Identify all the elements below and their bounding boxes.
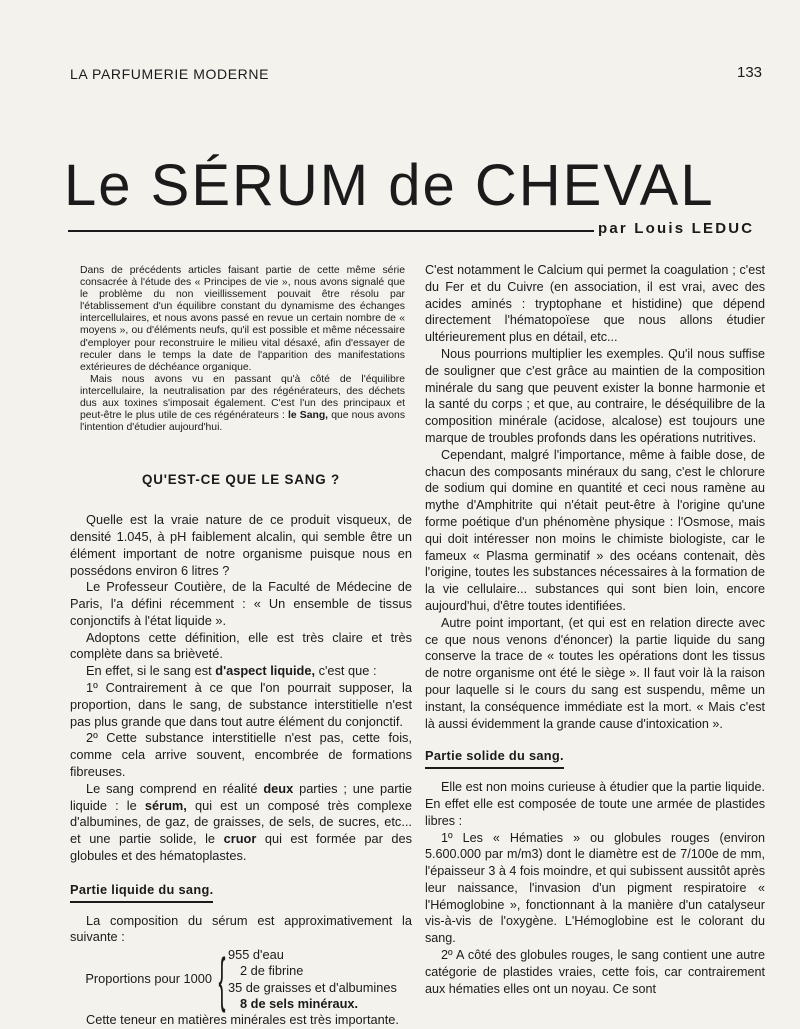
text-span: Mais nous avons vu en passant qu'à côté de l'équilibre intercellulaire, la neutralisation par des régénérateurs, des déchets dus aux toxines s'imposait également. C'est l'un des principaux et peut-être le plus utile de ces régénérateurs :: [80, 373, 405, 422]
brace-glyph: {: [218, 945, 226, 1013]
text-span: c'est que :: [318, 663, 377, 679]
body-paragraph: 1º Contrairement à ce que l'on pourrait supposer, la proportion, dans le sang, de substance interstitielle n'est pas plus grande que dans tout autre élément du conjonctif.: [70, 680, 412, 729]
body-paragraph: [70, 781, 412, 865]
intro-paragraph: Dans de précédents articles faisant partie de cette même série consacrée à l'étude des « Principes de vie », nous avons signalé que le problème du non vieillissement pouvait être résolu par l'établissement d'un équilibre constant du dynamisme des échanges intercellulaires, et nous avons passé en revue un certain nombre de « moyens », ou d'éléments neufs, qu'il est possible et même nécessaire d'employer pour reconstruire le milieu vital désaxé, afin d'essayer de reculer dans le temps la date de l'apparition des manifestations extérieures de déchéance organique.: [80, 265, 405, 373]
emphasis: le Sang,: [288, 410, 329, 422]
emphasis: deux: [263, 780, 294, 796]
text-span: qui est un composé très complexe d'albumines, de gaz, de graisses, de sels, de sucres, etc... et une partie solide, le: [70, 797, 412, 847]
proportions-label: Proportions pour 1000: [85, 971, 212, 987]
emphasis: cruor: [223, 831, 257, 847]
text-span: qui est formée par des globules et des hématoplastes.: [70, 831, 413, 864]
body-paragraph: [70, 663, 412, 680]
intro-paragraph: [80, 374, 405, 434]
byline-rule: [68, 230, 594, 232]
body-paragraph: Adoptons cette définition, elle est très claire et très complète dans sa brièveté.: [70, 629, 412, 662]
intro-block: [70, 262, 405, 434]
body-paragraph: Elle est non moins curieuse à étudier que la partie liquide. En effet elle est composée de toute une armée de plastides libres :: [425, 780, 765, 828]
body-paragraph: Le Professeur Coutière, de la Faculté de Médecine de Paris, l'a défini récemment : « Un ensemble de tissus conjonctifs à l'état liquide ».: [70, 579, 412, 628]
proportions-table: [70, 947, 412, 1012]
emphasis: sérum,: [144, 797, 187, 813]
text-span: Le sang comprend en réalité: [86, 780, 258, 796]
byline: par Louis LEDUC: [598, 220, 755, 237]
text-span: que nous avons l'intention d'étudier aujourd'hui.: [80, 410, 406, 434]
subsection-heading-wrap: [70, 882, 412, 913]
body-paragraph: 2º Cette substance interstitielle n'est pas, cette fois, comme cela arrive souvent, encombrée de formations fibreuses.: [70, 730, 412, 780]
page-number: 133: [737, 64, 763, 81]
body-paragraph: Cette teneur en matières minérales est très importante.: [86, 1012, 399, 1028]
proportion-row: 955 d'eau: [228, 947, 284, 963]
text-span: En effet, si le sang est: [86, 663, 212, 679]
body-paragraph: Autre point important, (et qui est en relation directe avec ce que nous venons d'énoncer) la partie liquide du sang conserve la trace de « toutes les opérations dont les tissus de notre organisme ont été le siège ». Il faut voir là la raison pour laquelle si le cours du sang est suspendu, même un instant, la conséquence immédiate est la mort. « Mais c'est là aussi évidemment la grande cause d'intoxication ».: [425, 615, 765, 731]
body-paragraph: Nous pourrions multiplier les exemples. Qu'il nous suffise de souligner que c'est grâce au maintien de la composition minérale du sang que peuvent exister la bonne harmonie et la santé du corps ; et que, au contraire, le déséquilibre de la composition minérale (acidose, alcalose) est toujours une marque de troubles profonds dans les opérations nutritives.: [425, 346, 765, 445]
body-paragraph: 2º A côté des globules rouges, le sang contient une autre catégorie de plastides vraies, cette fois, car contrairement aux hématies elles ont un noyau. Ce sont: [425, 948, 765, 996]
body-paragraph: Quelle est la vraie nature de ce produit visqueux, de densité 1.045, à pH faiblement alcalin, qui semble être un élément important de notre organisme puisque nous en possédons environ 6 litres ?: [70, 512, 412, 578]
subsection-heading-wrap: [425, 748, 765, 779]
section-heading: QU'EST-CE QUE LE SANG ?: [142, 472, 340, 488]
body-paragraph: La composition du sérum est approximativement la suivante :: [70, 912, 412, 945]
left-column: [70, 262, 412, 1029]
body-paragraph: Cependant, malgré l'importance, même à faible dose, de chacun des composants minéraux du sang, c'est le chlorure de sodium qui domine en quantité et ceci nous ramène au mythe d'Amphitrite qui n'était peut-être à l'origine qu'une forme poétique d'un phénomène physique : l'Osmose, mais qui doit intéresser non moins le chimiste biologiste, car le fameux « Plasma germinatif » des océans contenait, dès l'origine, toutes les substances nécessaires à la formation de la vie cellulaire... substances qui sont bien loin, encore aujourd'hui, d'être toutes identifiées.: [425, 447, 765, 613]
right-column: [425, 262, 765, 997]
article-title: Le SÉRUM de CHEVAL: [64, 153, 715, 218]
subsection-heading: Partie solide du sang.: [425, 748, 564, 769]
body-paragraph: C'est notamment le Calcium qui permet la coagulation ; c'est du Fer et du Cuivre (en association, il est vrai, avec des acides aminés : tryptophane et histidine) que dépend directement l'hématopoïese que nous allons étudier ultérieurement plus en détail, etc...: [425, 263, 765, 345]
body-paragraph: 1º Les « Hématies » ou globules rouges (environ 5.600.000 par m/m3) dont le diamètre est de 7/100e de mm, l'épaisseur 3 à 4 fois moindre, et qui subissent aussitôt après leur naissance, l'invasion d'un pigment respiratoire « l'Hémoglobine », fonctionnant à la manière d'un catalyseur vis-à-vis de l'oxygène. L'Hémoglobine est le colorant du sang.: [425, 830, 765, 946]
text-span: parties ; une partie liquide : le: [70, 780, 413, 813]
emphasis: d'aspect liquide,: [215, 663, 316, 679]
proportions-values: [228, 947, 397, 1012]
running-head: LA PARFUMERIE MODERNE: [70, 66, 270, 82]
proportion-row: 35 de graisses et d'albumines: [228, 979, 397, 995]
proportion-row: 2 de fibrine: [240, 963, 304, 979]
subsection-heading: Partie liquide du sang.: [70, 882, 213, 903]
proportion-row: 8 de sels minéraux.: [240, 995, 359, 1011]
